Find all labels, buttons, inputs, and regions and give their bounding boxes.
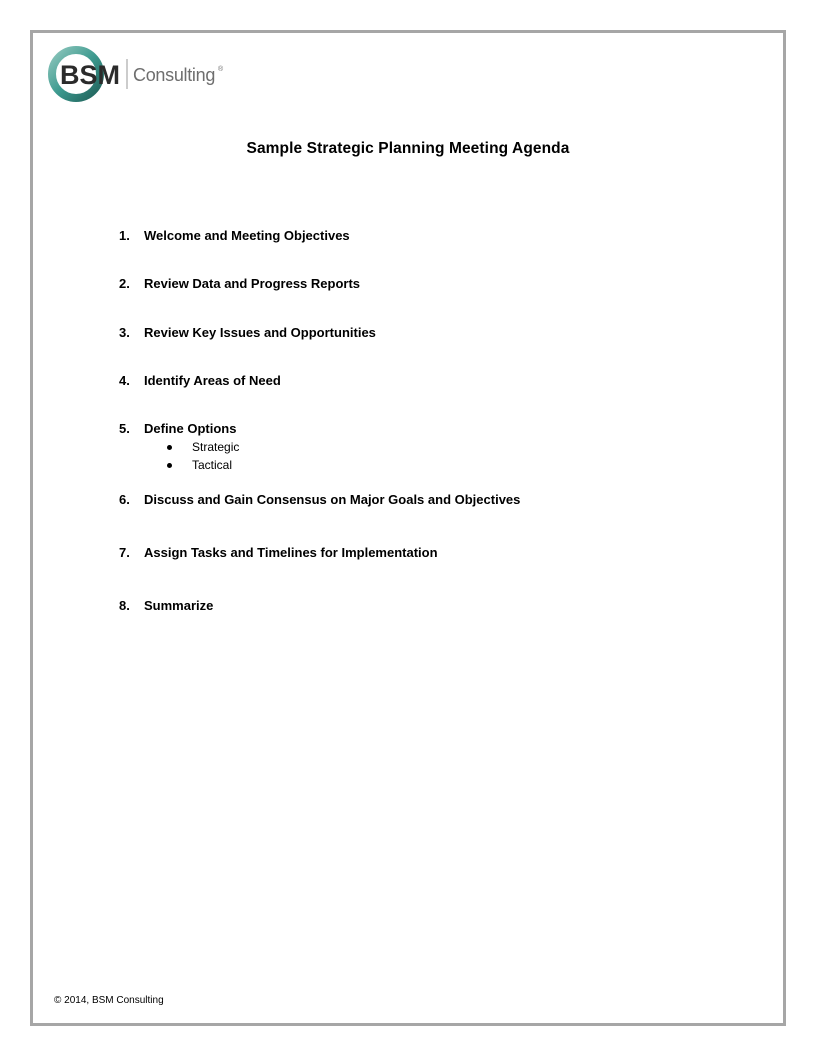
- agenda-number: 8.: [119, 598, 130, 613]
- agenda-item-1: [119, 228, 350, 243]
- sub-item-tactical: [167, 456, 239, 474]
- page-title: Sample Strategic Planning Meeting Agenda: [246, 140, 570, 157]
- define-options-sublist: [119, 438, 239, 474]
- sub-item-label: Tactical: [192, 458, 233, 472]
- agenda-label: Review Data and Progress Reports: [144, 276, 361, 291]
- sub-item-strategic: [167, 438, 239, 456]
- agenda-label: Summarize: [144, 598, 214, 613]
- agenda-label: Assign Tasks and Timelines for Implementation: [144, 545, 438, 560]
- agenda-number: 2.: [119, 276, 130, 291]
- bsm-consulting-logo: [48, 45, 233, 105]
- logo-registered-mark: ®: [218, 66, 224, 73]
- bullet-icon: [167, 463, 172, 468]
- agenda-number: 3.: [119, 325, 130, 340]
- agenda-label: Define Options: [144, 421, 237, 436]
- bullet-icon: [167, 445, 172, 450]
- agenda-number: 7.: [119, 545, 130, 560]
- sub-item-label: Strategic: [192, 440, 240, 454]
- agenda-item-4: [119, 373, 281, 388]
- page-border: [30, 30, 786, 1026]
- logo-wordmark: Consulting: [133, 65, 216, 85]
- agenda-label: Review Key Issues and Opportunities: [144, 325, 376, 340]
- agenda-item-7: [119, 545, 438, 560]
- agenda-number: 6.: [119, 492, 130, 507]
- agenda-item-2: [119, 276, 360, 291]
- agenda-item-5: [119, 421, 239, 474]
- agenda-label: Welcome and Meeting Objectives: [144, 228, 350, 243]
- agenda-item-8: [119, 598, 213, 613]
- agenda-item-6: [119, 492, 520, 507]
- logo-graphic: [48, 45, 233, 105]
- agenda-label: Discuss and Gain Consensus on Major Goals and Objectives: [144, 492, 521, 507]
- agenda-number: 1.: [119, 228, 130, 243]
- copyright-footer: © 2014, BSM Consulting: [54, 995, 164, 1006]
- agenda-label: Identify Areas of Need: [144, 373, 281, 388]
- agenda-number: 5.: [119, 421, 130, 436]
- logo-mark: BSM: [60, 60, 120, 90]
- agenda-item-3: [119, 325, 376, 340]
- agenda-number: 4.: [119, 373, 130, 388]
